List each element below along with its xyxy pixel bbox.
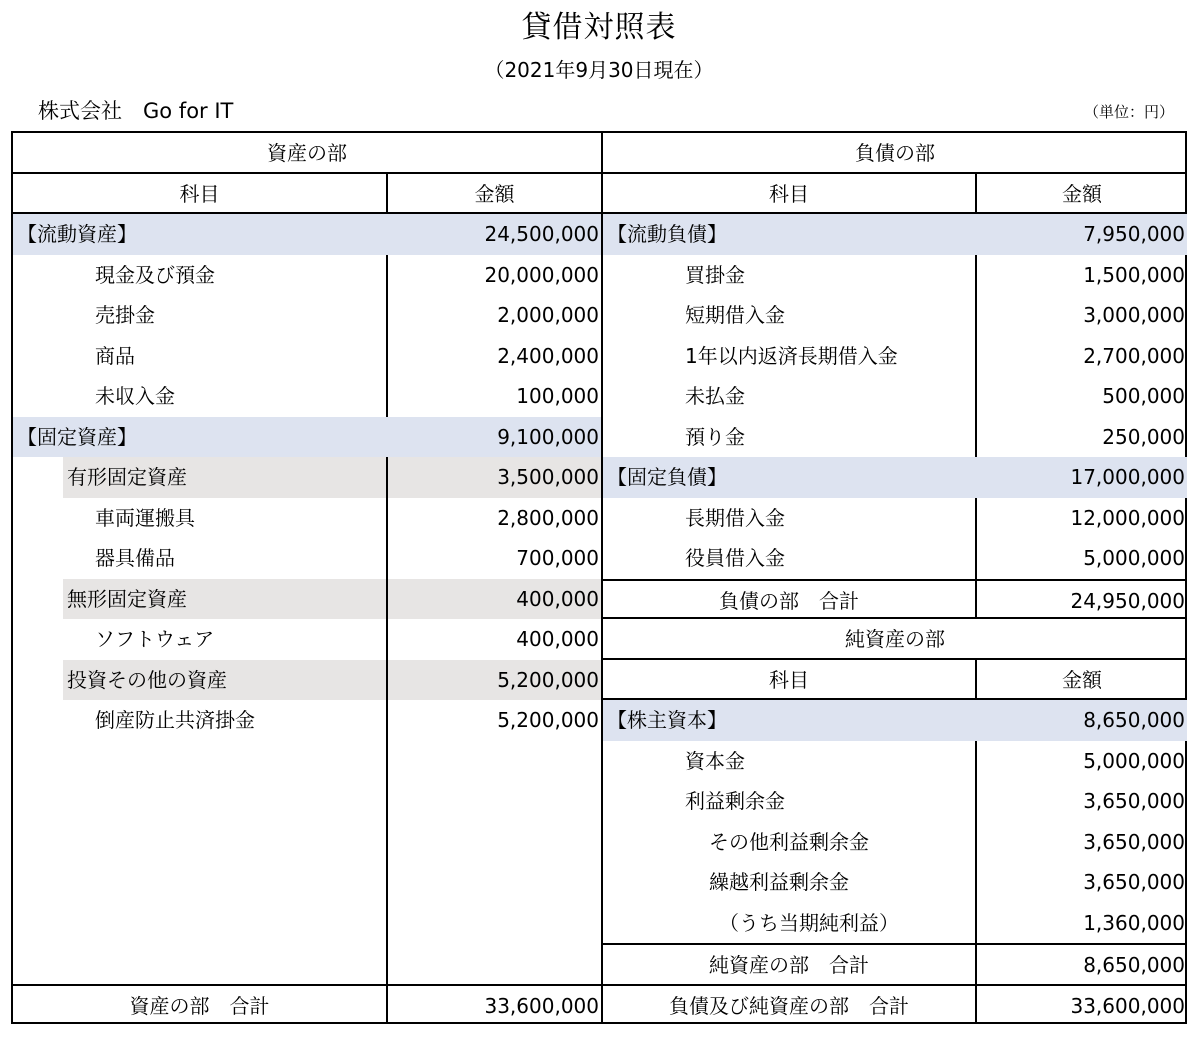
liabilities-row	[603, 457, 1187, 498]
grand-total-amount: 33,600,000	[975, 986, 1187, 1025]
assets-item-name: ソフトウェア	[95, 627, 215, 651]
assets-row	[13, 214, 601, 255]
assets-row	[13, 579, 601, 620]
assets-item-name: 売掛金	[95, 303, 155, 327]
net-assets-item-name: その他利益剰余金	[709, 829, 869, 854]
liabilities-total-amount: 24,950,000	[975, 581, 1187, 618]
net-assets-total-row	[603, 943, 1187, 984]
liabilities-total-row	[603, 579, 1187, 620]
net-assets-row	[603, 822, 1187, 863]
liabilities-item-amount: 1,500,000	[975, 255, 1187, 296]
liabilities-item-name: 役員借入金	[685, 546, 785, 570]
assets-row	[13, 255, 601, 296]
assets-col-item: 科目	[179, 181, 220, 206]
assets-item-amount: 5,200,000	[386, 660, 601, 701]
report-date: （2021年9月30日現在）	[484, 58, 714, 82]
liabilities-item-amount: 3,000,000	[975, 295, 1187, 336]
liabilities-item-name: 預り金	[685, 424, 745, 449]
assets-item-name: 車両運搬具	[95, 505, 195, 530]
net-assets-item-name: 【株主資本】	[607, 708, 727, 732]
assets-column	[13, 133, 601, 1024]
liabilities-row	[603, 538, 1187, 579]
net-assets-row	[603, 741, 1187, 782]
assets-row	[13, 295, 601, 336]
assets-row	[13, 376, 601, 417]
net-assets-row	[603, 862, 1187, 903]
liabilities-row	[603, 295, 1187, 336]
liabilities-column	[601, 133, 1187, 1024]
assets-item-amount: 2,400,000	[386, 336, 601, 377]
net-assets-section-header: 純資産の部	[603, 619, 1187, 660]
assets-row	[13, 498, 601, 539]
assets-item-name: 投資その他の資産	[63, 660, 386, 701]
assets-row	[13, 457, 601, 498]
liabilities-item-amount: 17,000,000	[1070, 465, 1185, 489]
net-assets-item-amount: 1,360,000	[975, 903, 1187, 944]
net-assets-col-item: 科目	[769, 667, 809, 692]
assets-total-label: 資産の部 合計	[129, 993, 270, 1018]
net-assets-row	[603, 903, 1187, 944]
liabilities-rows	[603, 214, 1187, 579]
assets-section-header: 資産の部	[13, 133, 601, 174]
assets-item-amount: 400,000	[386, 619, 601, 660]
liabilities-total-label: 負債の部 合計	[719, 588, 859, 613]
liabilities-item-name: 未払金	[685, 384, 745, 408]
assets-item-amount: 24,500,000	[484, 222, 599, 246]
net-assets-item-amount: 3,650,000	[975, 822, 1187, 863]
net-assets-item-amount: 8,650,000	[1083, 708, 1185, 732]
assets-item-name: 倒産防止共済掛金	[95, 708, 255, 732]
assets-item-name: 器具備品	[95, 546, 175, 570]
net-assets-item-name: 繰越利益剰余金	[709, 870, 849, 894]
net-assets-col-amount: 金額	[975, 660, 1187, 699]
net-assets-item-name: 資本金	[685, 748, 745, 773]
assets-item-amount: 20,000,000	[386, 255, 601, 296]
liabilities-item-name: 長期借入金	[685, 505, 785, 530]
assets-item-amount: 700,000	[386, 538, 601, 579]
assets-item-amount: 100,000	[386, 376, 601, 417]
net-assets-row	[603, 781, 1187, 822]
assets-row	[13, 538, 601, 579]
net-assets-item-name: （うち当期純利益）	[719, 910, 899, 935]
liabilities-row	[603, 498, 1187, 539]
liabilities-item-name: 短期借入金	[685, 303, 785, 327]
grand-total-row	[603, 984, 1187, 1025]
liabilities-col-item: 科目	[769, 181, 809, 206]
company-name: 株式会社 Go for IT	[38, 99, 234, 123]
assets-item-amount: 5,200,000	[386, 700, 601, 741]
assets-item-amount: 2,800,000	[386, 498, 601, 539]
liabilities-col-amount: 金額	[975, 174, 1187, 213]
assets-item-amount: 3,500,000	[386, 457, 601, 498]
assets-total-row	[13, 984, 601, 1025]
assets-column-headers	[13, 174, 601, 215]
assets-col-amount: 金額	[386, 174, 601, 213]
net-assets-column-headers	[603, 660, 1187, 701]
liabilities-row	[603, 255, 1187, 296]
liabilities-item-name: 【流動負債】	[607, 222, 727, 246]
net-assets-rows	[603, 700, 1187, 943]
net-assets-item-name: 利益剰余金	[685, 789, 785, 813]
assets-item-name: 未収入金	[95, 384, 175, 408]
liabilities-section-header: 負債の部	[603, 133, 1187, 174]
liabilities-row	[603, 336, 1187, 377]
assets-item-amount: 2,000,000	[386, 295, 601, 336]
assets-item-name: 現金及び預金	[95, 262, 215, 287]
grand-total-label: 負債及び純資産の部 合計	[669, 993, 909, 1018]
liabilities-item-name: 1年以内返済長期借入金	[685, 343, 898, 368]
assets-row	[13, 660, 601, 701]
liabilities-item-name: 買掛金	[685, 262, 745, 287]
net-assets-row	[603, 700, 1187, 741]
assets-item-name: 商品	[95, 343, 135, 368]
liabilities-row	[603, 214, 1187, 255]
assets-total-amount: 33,600,000	[386, 986, 601, 1025]
liabilities-item-amount: 5,000,000	[975, 538, 1187, 579]
liabilities-item-name: 【固定負債】	[607, 465, 727, 489]
assets-row	[13, 700, 601, 741]
liabilities-item-amount: 250,000	[975, 417, 1187, 458]
net-assets-item-amount: 3,650,000	[975, 781, 1187, 822]
page-title: 貸借対照表	[521, 10, 677, 45]
liabilities-column-headers	[603, 174, 1187, 215]
unit-label: （単位：円）	[1083, 103, 1174, 121]
assets-row	[13, 336, 601, 377]
liabilities-item-amount: 12,000,000	[975, 498, 1187, 539]
liabilities-row	[603, 417, 1187, 458]
liabilities-item-amount: 2,700,000	[975, 336, 1187, 377]
net-assets-item-amount: 5,000,000	[975, 741, 1187, 782]
net-assets-total-amount: 8,650,000	[975, 945, 1187, 984]
balance-sheet-table	[11, 131, 1187, 1024]
assets-row	[13, 417, 601, 458]
assets-item-name: 無形固定資産	[63, 579, 386, 620]
liabilities-item-amount: 7,950,000	[1083, 222, 1185, 246]
net-assets-item-amount: 3,650,000	[975, 862, 1187, 903]
net-assets-total-label: 純資産の部 合計	[709, 953, 869, 977]
liabilities-row	[603, 376, 1187, 417]
assets-row	[13, 619, 601, 660]
assets-item-name: 【固定資産】	[17, 424, 137, 449]
assets-item-name: 有形固定資産	[63, 457, 386, 498]
assets-blank-area	[13, 741, 601, 984]
liabilities-item-amount: 500,000	[975, 376, 1187, 417]
assets-item-amount: 400,000	[386, 579, 601, 620]
assets-item-name: 【流動資産】	[17, 222, 137, 246]
assets-rows	[13, 214, 601, 741]
assets-item-amount: 9,100,000	[497, 424, 599, 449]
